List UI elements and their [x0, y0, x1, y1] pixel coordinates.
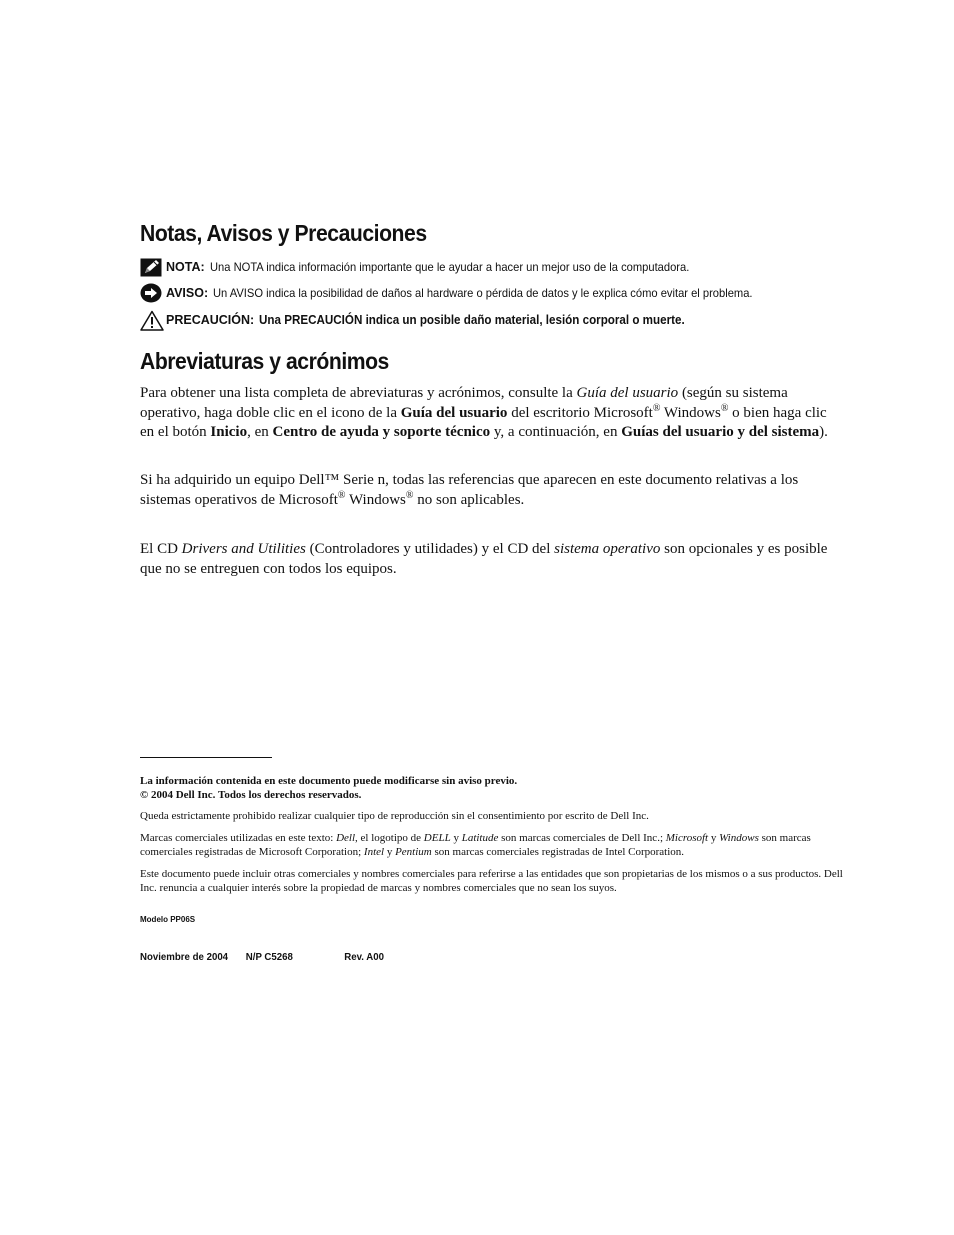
footer-part-number: N/P C5268 [245, 951, 293, 963]
aviso-text: Un AVISO indica la posibilidad de daños al hardware o pérdida de datos y le explica cómo evitar el problema. [213, 286, 753, 300]
precaucion-label: PRECAUCIÓN: [166, 313, 255, 327]
legal-notice: La información contenida en este documento puede modificarse sin aviso previo. © 2004 Dell Inc. Todos los derechos reservados. [140, 775, 518, 801]
legal-other-marks: Este documento puede incluir otras comerciales y nombres comerciales para referirse a las entidades que son propietarias de los mismos o a sus productos. Dell Inc. renuncia a cualquier interés sobre la propiedad de marcas y nombres comerciales que no sean los suyos. [140, 868, 843, 894]
legal-reproduction: Queda estrictamente prohibido realizar cualquier tipo de reproducción sin el consentimiento por escrito de Dell Inc. [140, 810, 649, 822]
note-precaucion [140, 310, 860, 330]
precaucion-text: Una PRECAUCIÓN indica un posible daño material, lesión corporal o muerte. [259, 313, 685, 327]
nota-text: Una NOTA indica información importante que le ayudar a hacer un mejor uso de la computadora. [209, 260, 689, 274]
warning-triangle-icon [140, 310, 166, 330]
paragraph-cd: El CD Drivers and Utilities (Controladores y utilidades) y el CD del sistema operativo son opcionales y es posible que no se entreguen con todos los equipos. [140, 541, 828, 577]
note-nota [140, 257, 860, 277]
document-footer [140, 951, 384, 963]
nota-label: NOTA: [166, 260, 205, 274]
paragraph-abreviaturas: Para obtener una lista completa de abreviaturas y acrónimos, consulte la Guía del usuario (según su sistema operativo, haga doble clic en el icono de la Guía del usuario del escritorio Microsoft® Windows® o bien haga clic en el botón Inicio, en Centro de ayuda y soporte técnico y, a continuación, en Guías del usuario y del sistema). [140, 385, 828, 440]
note-aviso [140, 283, 860, 303]
pencil-note-icon [140, 257, 166, 277]
legal-trademarks: Marcas comerciales utilizadas en este texto: Dell, el logotipo de DELL y Latitude son marcas comerciales de Dell Inc.; Microsoft y Windows son marcas comerciales registradas de Microsoft Corporation; Intel y Pentium son marcas comerciales registradas de Intel Corporation. [140, 832, 811, 858]
heading-abreviaturas: Abreviaturas y acrónimos [140, 348, 389, 374]
aviso-label: AVISO: [166, 286, 209, 300]
model-number: Modelo PP06S [140, 915, 196, 924]
paragraph-serie-n: Si ha adquirido un equipo Dell™ Serie n, todas las referencias que aparecen en este documento relativas a los sistemas operativos de Microsoft® Windows® no son aplicables. [140, 472, 799, 508]
notice-arrow-icon [140, 283, 166, 303]
footnote-divider [140, 757, 272, 758]
footer-date: Noviembre de 2004 [140, 951, 229, 963]
heading-notas: Notas, Avisos y Precauciones [140, 220, 427, 246]
footer-revision: Rev. A00 [344, 951, 384, 963]
